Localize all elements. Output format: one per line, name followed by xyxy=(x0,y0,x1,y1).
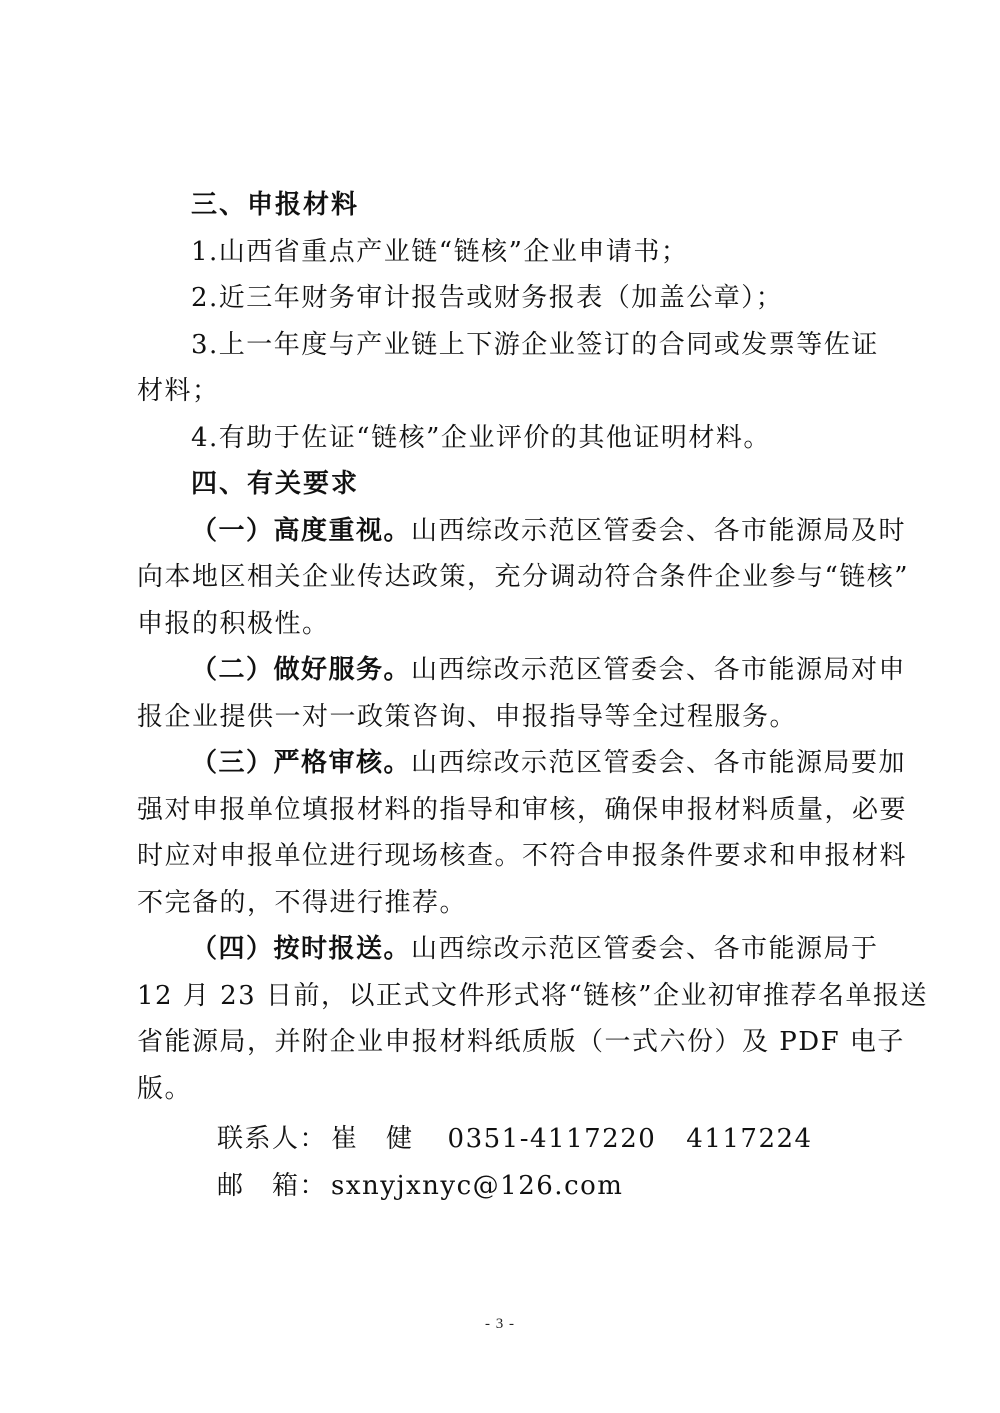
requirement-1-line-2: 向本地区相关企业传达政策，充分调动符合条件企业参与“链核” xyxy=(137,562,910,592)
contact-person-line xyxy=(137,1116,877,1163)
contact-phone-2: 4117224 xyxy=(686,1124,813,1154)
requirement-3-line-1 xyxy=(137,740,907,787)
requirement-4-line-3: 省能源局，并附企业申报材料纸质版（一式六份）及 PDF 电子 xyxy=(137,1027,905,1057)
material-item-4: 4.有助于佐证“链核”企业评价的其他证明材料。 xyxy=(191,422,771,453)
material-item-3-line-2: 材料； xyxy=(137,376,220,406)
requirement-3-title: （三）严格审核。 xyxy=(191,748,412,778)
requirement-4-title: （四）按时报送。 xyxy=(191,934,412,964)
requirement-2-line-1 xyxy=(137,647,907,694)
material-item-2: 2.近三年财务审计报告或财务报表（加盖公章）； xyxy=(191,283,784,313)
requirement-1-line-3: 申报的积极性。 xyxy=(137,608,330,639)
requirement-2-line-2: 报企业提供一对一政策咨询、申报指导等全过程服务。 xyxy=(137,701,798,732)
requirement-3-line-3: 时应对申报单位进行现场核查。不符合申报条件要求和申报材料 xyxy=(137,841,908,871)
requirement-2-title: （二）做好服务。 xyxy=(191,655,412,685)
contact-person-label: 联系人： xyxy=(217,1124,328,1154)
requirement-1-text: 山西综改示范区管委会、各市能源局及时 xyxy=(411,515,907,546)
section-heading-materials: 三、申报材料 xyxy=(191,190,360,220)
requirement-4-text: 山西综改示范区管委会、各市能源局于 xyxy=(411,934,879,964)
contact-phone-1: 0351-4117220 xyxy=(447,1124,657,1154)
requirement-4-line-2: 12 月 23 日前，以正式文件形式将“链核”企业初审推荐名单报送 xyxy=(137,980,929,1011)
contact-email-label: 邮 箱： xyxy=(217,1170,328,1201)
requirement-1-title: （一）高度重视。 xyxy=(191,515,412,546)
requirement-2-text: 山西综改示范区管委会、各市能源局对申 xyxy=(411,655,907,685)
material-item-1: 1.山西省重点产业链“链核”企业申请书； xyxy=(191,236,689,267)
requirement-4-line-4: 版。 xyxy=(137,1073,193,1104)
page-number: - 3 - xyxy=(485,1316,515,1332)
material-item-3-line-1: 3.上一年度与产业链上下游企业签订的合同或发票等佐证 xyxy=(191,329,879,360)
requirement-4-line-1 xyxy=(137,926,877,973)
requirement-1-line-1 xyxy=(137,508,907,555)
requirement-3-line-4: 不完备的，不得进行推荐。 xyxy=(137,887,468,918)
section-heading-requirements: 四、有关要求 xyxy=(191,469,360,499)
contact-email-line xyxy=(137,1163,877,1210)
document-body xyxy=(137,182,929,1209)
requirement-3-line-2: 强对申报单位填报材料的指导和审核，确保申报材料质量，必要 xyxy=(137,794,908,825)
contact-person-name: 崔 健 xyxy=(331,1124,414,1154)
requirement-3-text: 山西综改示范区管委会、各市能源局要加 xyxy=(411,748,907,778)
contact-email-address: sxnyjxnyc@126.com xyxy=(331,1170,624,1201)
